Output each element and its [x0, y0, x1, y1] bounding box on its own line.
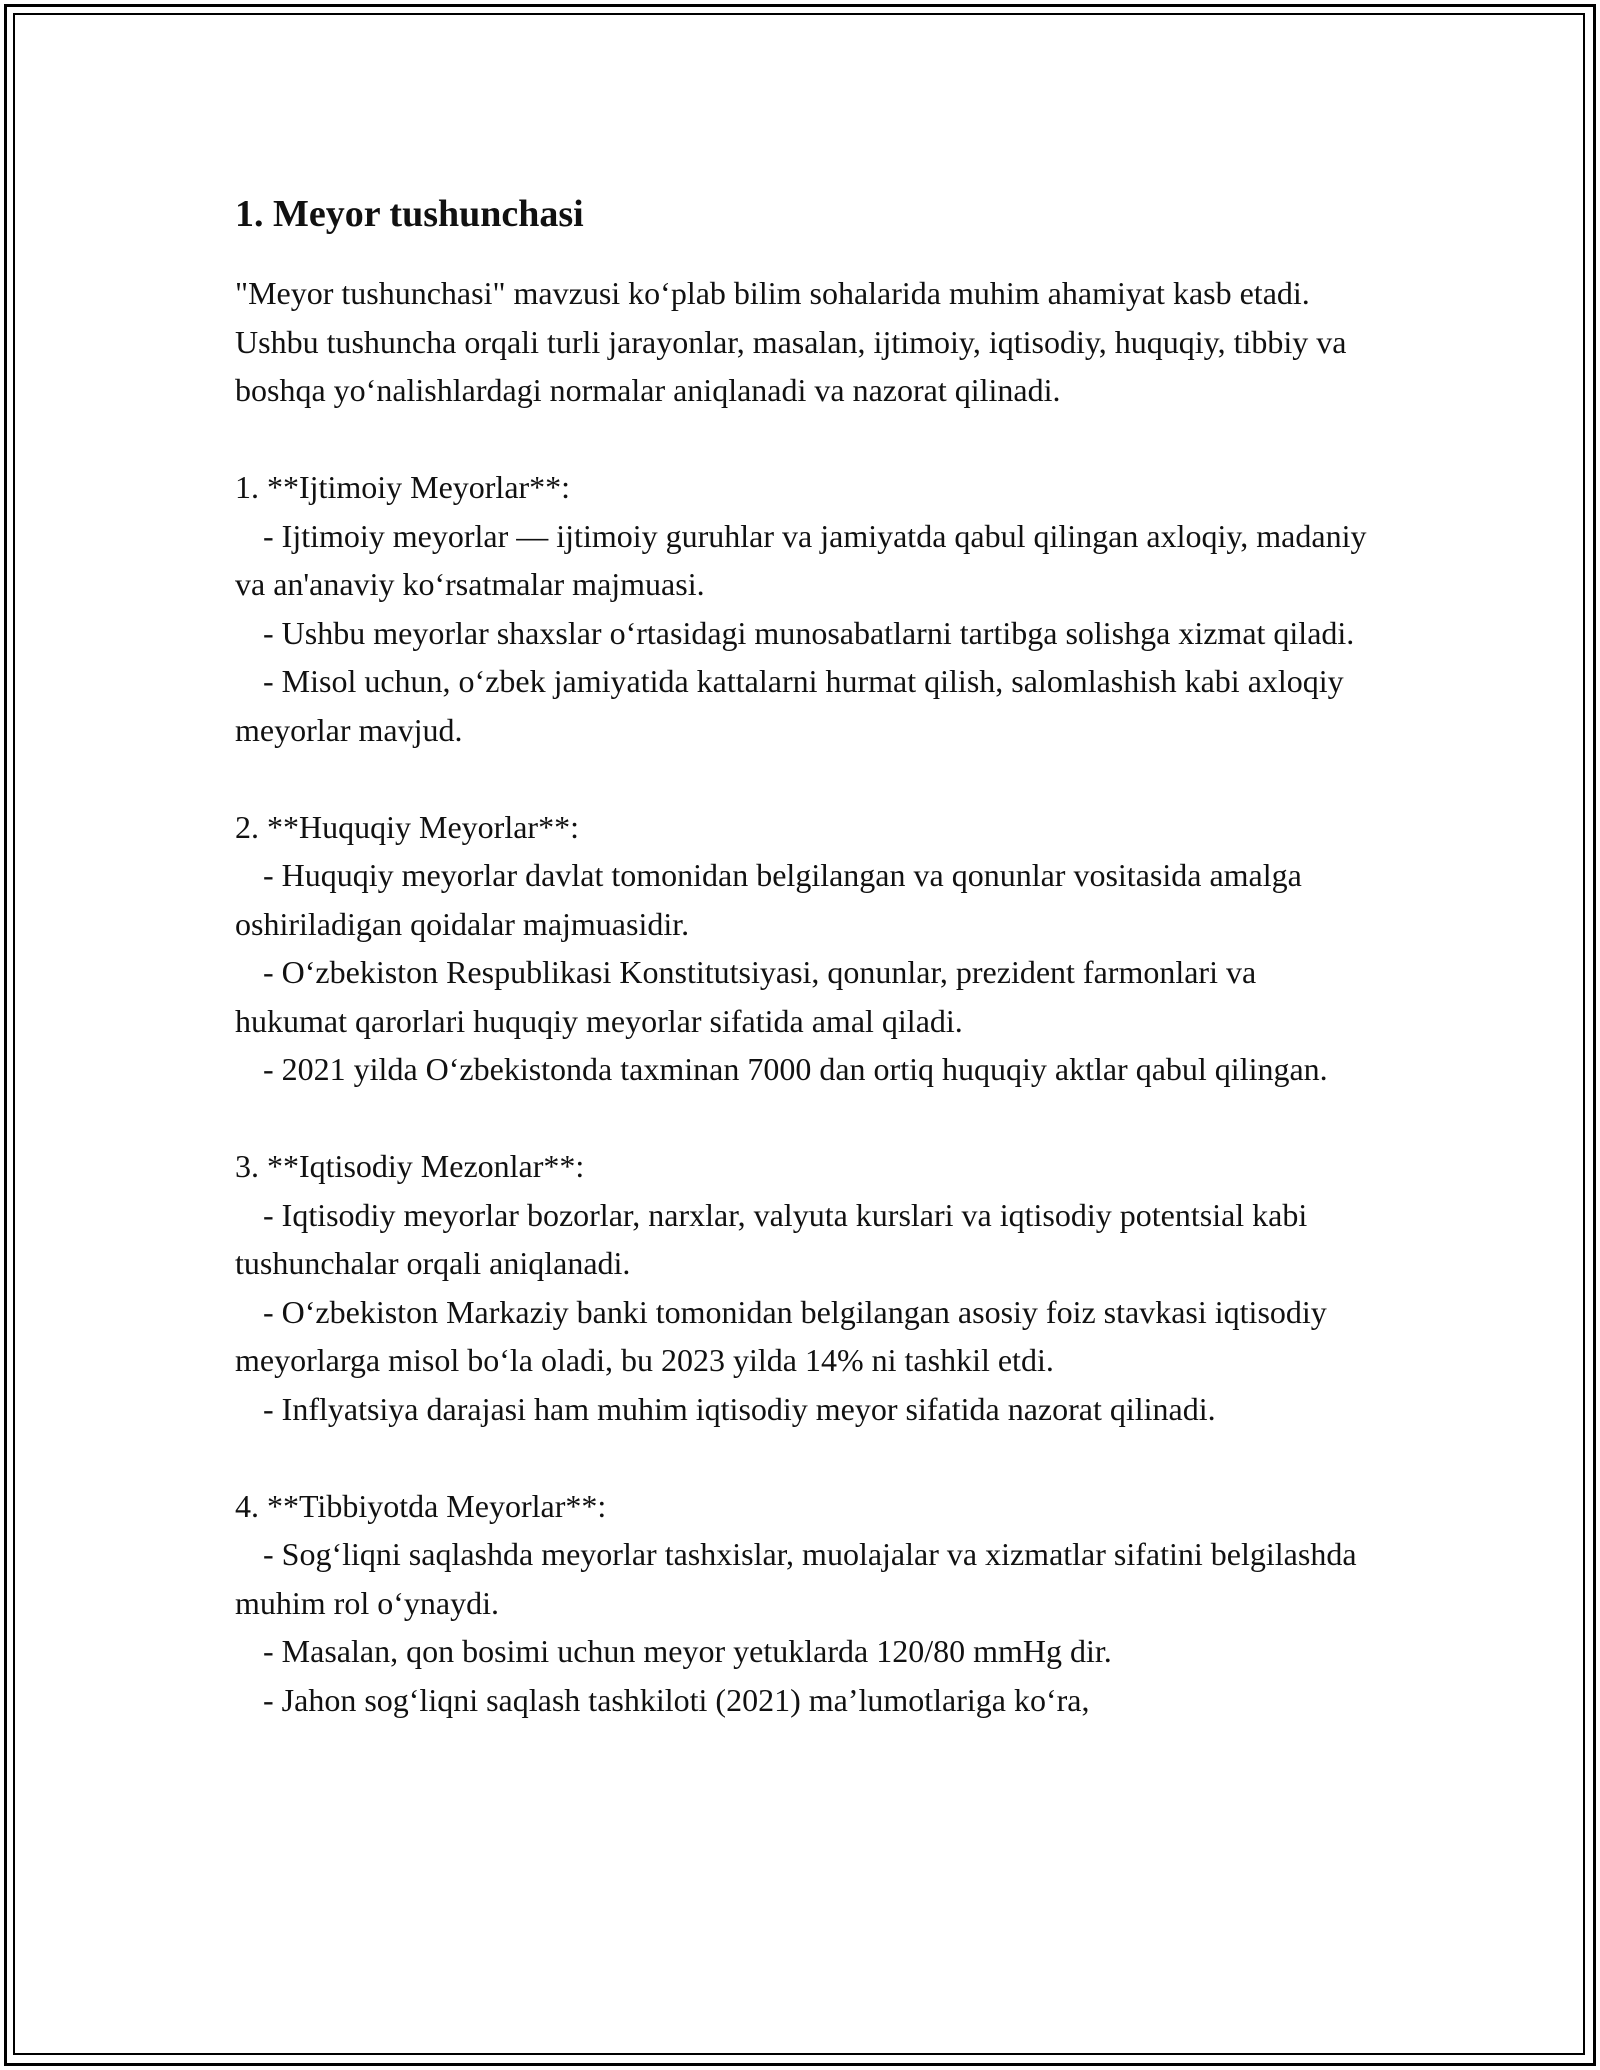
- document-title: 1. Meyor tushunchasi: [235, 193, 584, 235]
- list-item: - 2021 yilda O‘zbekistonda taxminan 7000 dan ortiq huquqiy aktlar qabul qilingan.: [263, 1051, 1328, 1087]
- list-item: - Ushbu meyorlar shaxslar o‘rtasidagi munosabatlarni tartibga solishga xizmat qiladi.: [263, 614, 1355, 651]
- section-medical-norms: [235, 1482, 1370, 1725]
- intro-paragraph: "Meyor tushunchasi" mavzusi ko‘plab bilim sohalarida muhim ahamiyat kasb etadi. Ushbu tushuncha orqali turli jarayonlar, masalan, ijtimoiy, iqtisodiy, huquqiy, tibbiy va boshqa yo‘nalishlardagi normalar aniqlanadi va nazorat qilinadi.: [235, 275, 1347, 408]
- list-item: - Masalan, qon bosimi uchun meyor yetuklarda 120/80 mmHg dir.: [263, 1633, 1112, 1669]
- section-economic-criteria: [235, 1142, 1370, 1433]
- section-heading: 4. **Tibbiyotda Meyorlar**:: [235, 1487, 607, 1524]
- document-page: [235, 183, 1370, 1724]
- list-item: - Sog‘liqni saqlashda meyorlar tashxislar, muolajalar va xizmatlar sifatini belgilashda muhim rol o‘ynaydi.: [235, 1536, 1357, 1621]
- section-heading: 2. **Huquqiy Meyorlar**:: [235, 808, 579, 845]
- section-heading: 1. **Ijtimoiy Meyorlar**:: [235, 469, 571, 505]
- list-item: - Inflyatsiya darajasi ham muhim iqtisodiy meyor sifatida nazorat qilinadi.: [263, 1390, 1216, 1427]
- list-item: - Jahon sog‘liqni saqlash tashkiloti (2021) ma’lumotlariga ko‘ra,: [263, 1681, 1090, 1718]
- list-item: - Misol uchun, o‘zbek jamiyatida kattalarni hurmat qilish, salomlashish kabi axloqiy meyorlar mavjud.: [235, 663, 1344, 748]
- list-item: - O‘zbekiston Markaziy banki tomonidan belgilangan asosiy foiz stavkasi iqtisodiy meyorlarga misol bo‘la oladi, bu 2023 yilda 14% ni tashkil etdi.: [235, 1293, 1327, 1378]
- list-item: - Ijtimoiy meyorlar — ijtimoiy guruhlar va jamiyatda qabul qilingan axloqiy, madaniy va an'anaviy ko‘rsatmalar majmuasi.: [235, 517, 1367, 602]
- list-item: - Huquqiy meyorlar davlat tomonidan belgilangan va qonunlar vositasida amalga oshiriladigan qoidalar majmuasidir.: [235, 857, 1302, 942]
- section-legal-norms: [235, 803, 1370, 1094]
- list-item: - O‘zbekiston Respublikasi Konstitutsiyasi, qonunlar, prezident farmonlari va hukumat qarorlari huquqiy meyorlar sifatida amal qiladi.: [235, 954, 1257, 1039]
- section-social-norms: [235, 463, 1370, 754]
- list-item: - Iqtisodiy meyorlar bozorlar, narxlar, valyuta kurslari va iqtisodiy potentsial kabi tushunchalar orqali aniqlanadi.: [235, 1196, 1308, 1281]
- section-heading: 3. **Iqtisodiy Mezonlar**:: [235, 1148, 585, 1184]
